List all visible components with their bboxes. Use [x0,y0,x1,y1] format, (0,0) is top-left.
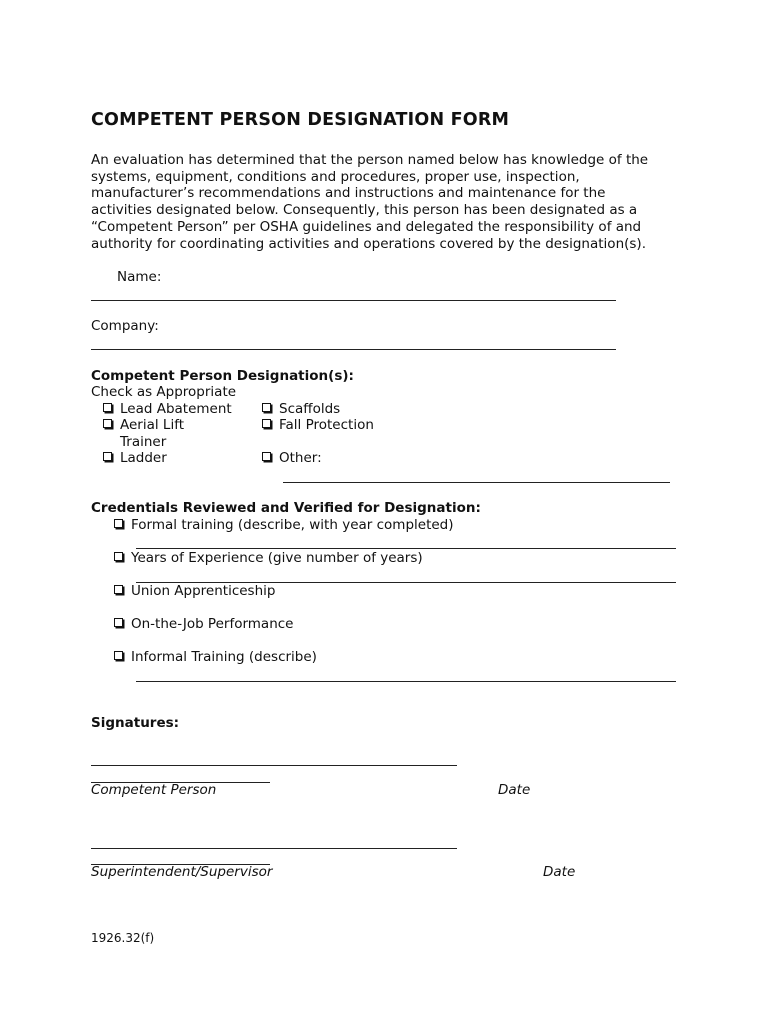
designations-subheading: Check as Appropriate [91,384,237,400]
checkbox-icon[interactable] [262,403,271,412]
intro-line: An evaluation has determined that the person named below has knowledge of the [91,152,649,168]
credential-union-apprenticeship[interactable]: Union Apprenticeship [114,583,275,600]
company-field-line[interactable] [91,349,616,350]
signatures-heading: Signatures: [91,715,180,731]
intro-line: activities designated below. Consequently, this person has been designated as a [91,202,638,219]
option-ladder[interactable]: Ladder [103,450,167,467]
credential-informal-training[interactable]: Informal Training (describe) [114,649,317,666]
option-aerial-lift[interactable] [103,417,184,450]
intro-line: systems, equipment, conditions and procedures, proper use, inspection, [91,168,580,185]
option-fall-protection[interactable]: Fall Protection [262,417,374,434]
supervisor-label: Superintendent/Supervisor [91,864,273,880]
credential-formal-training[interactable]: Formal training (describe, with year completed) [114,517,454,534]
option-lead-abatement[interactable]: Lead Abatement [103,401,232,418]
checkbox-icon[interactable] [103,419,112,428]
credentials-heading: Credentials Reviewed and Verified for Designation: [91,500,481,516]
intro-line: authority for coordinating activities and operations covered by the designation(s). [91,235,646,252]
credential-years-experience[interactable]: Years of Experience (give number of years) [114,550,423,567]
option-other[interactable]: Other: [262,450,322,467]
designations-heading: Competent Person Designation(s): [91,368,354,384]
competent-person-label: Competent Person [91,782,217,798]
intro-line: manufacturer’s recommendations and instructions and maintenance for the [91,185,606,202]
footer-code: 1926.32(f) [91,931,155,945]
checkbox-icon[interactable] [114,618,123,627]
option-aerial-lift-line1: Aerial Lift [120,417,184,433]
form-title: COMPETENT PERSON DESIGNATION FORM [91,110,510,130]
other-field-line[interactable] [283,482,670,483]
name-label: Name: [117,269,162,285]
checkbox-icon[interactable] [103,403,112,412]
checkbox-icon[interactable] [262,452,271,461]
checkbox-icon[interactable] [262,419,271,428]
date-label-1: Date [498,782,531,798]
checkbox-icon[interactable] [114,651,123,660]
option-scaffolds[interactable]: Scaffolds [262,401,340,418]
formal-training-line[interactable] [136,548,676,549]
checkbox-icon[interactable] [114,519,123,528]
option-aerial-lift-line2: Trainer [120,433,167,450]
competent-person-signature-line[interactable] [91,765,457,766]
intro-paragraph [91,152,671,252]
checkbox-icon[interactable] [114,585,123,594]
credential-on-the-job[interactable]: On-the-Job Performance [114,616,293,633]
checkbox-icon[interactable] [103,452,112,461]
informal-training-line[interactable] [136,681,676,682]
supervisor-signature-line[interactable] [91,848,457,849]
intro-line: “Competent Person” per OSHA guidelines and delegated the responsibility of and [91,218,642,235]
date-label-2: Date [543,864,576,880]
checkbox-icon[interactable] [114,552,123,561]
company-label: Company: [91,318,159,334]
name-field-line[interactable] [91,300,616,301]
